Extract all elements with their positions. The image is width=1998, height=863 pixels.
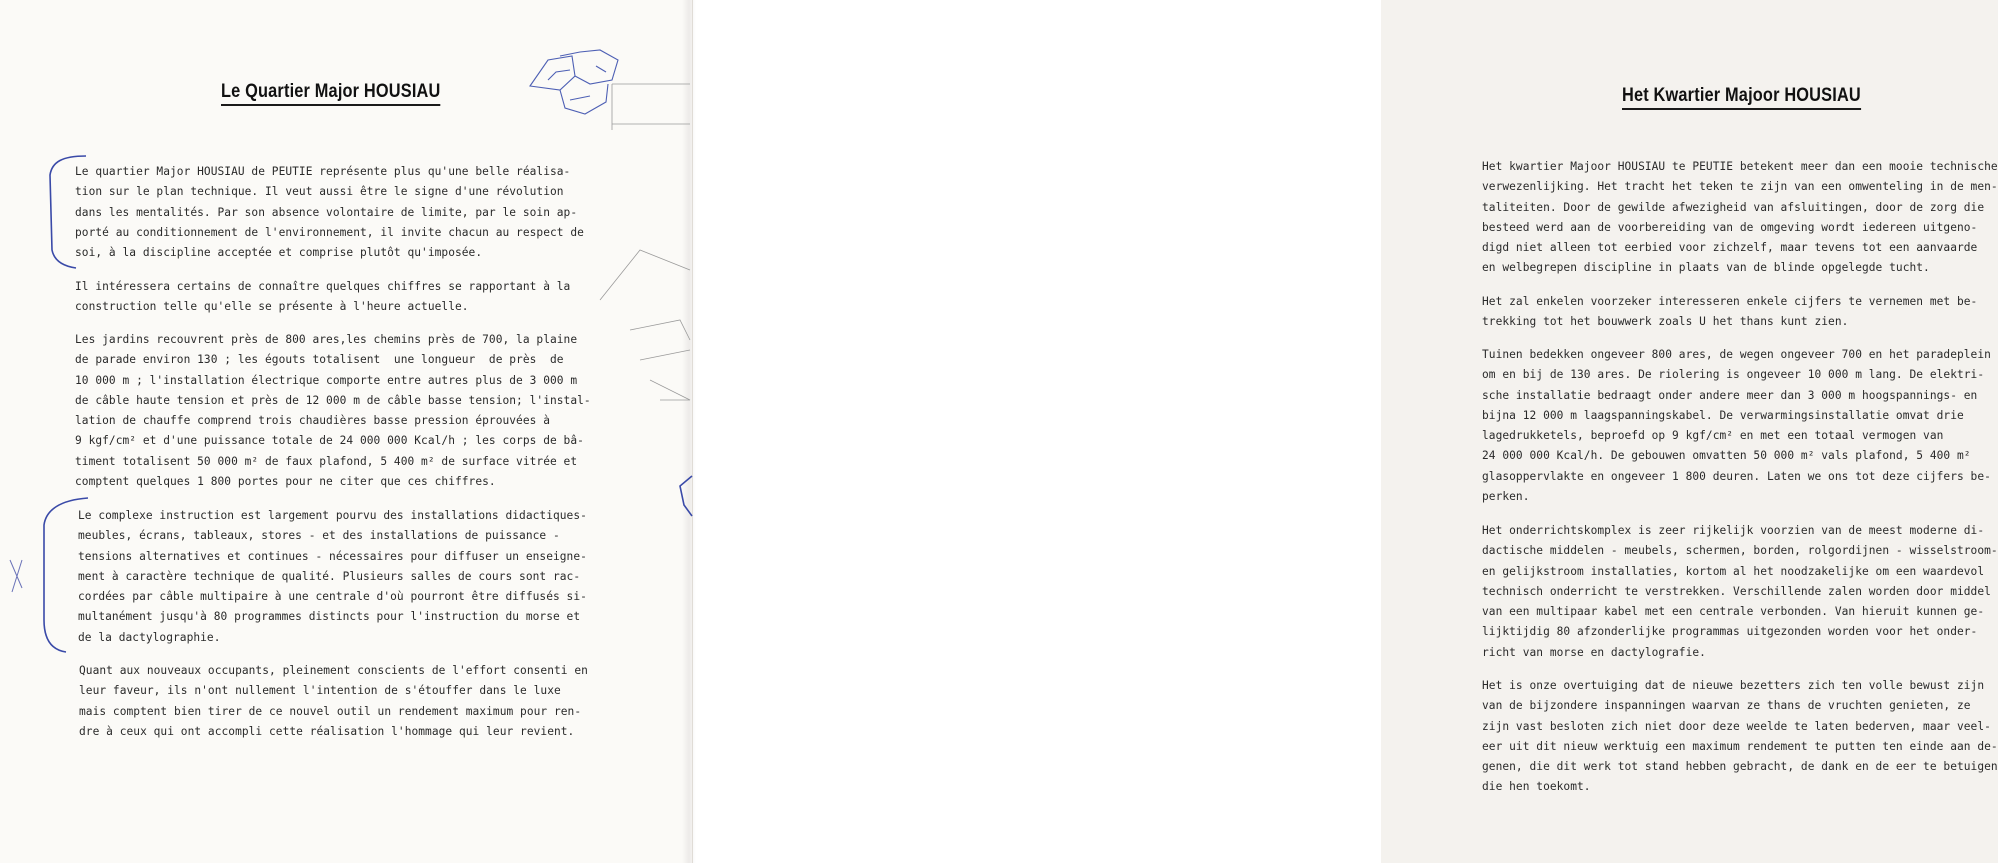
paragraph: Les jardins recouvrent près de 800 ares,les chemins près de 700, la plaine de parade environ 130 ; les égouts totalisent une longueur de près de 10 000 m ; l'installation électrique comporte entre autres plus de 3 000 m de câble haute tension et près de 12 000 m de câble basse tension; l'instal- lation de chauffe comprend trois chaudières basse pression éprouvées à 9 kgf/cm² et d'une puissance totale de 24 000 000 Kcal/h ; les corps de bâ- timent totalisent 50 000 m² de faux plafond, 5 400 m² de surface vitrée et comptent quelques 1 800 portes pour ne citer que ces chiffres. bbox=[75, 333, 591, 489]
paragraph: Het onderrichtskomplex is zeer rijkelijk voorzien van de meest moderne di- dactische middelen - meubels, schermen, borden, rolgordijnen - wisselstroom- en gelijkstroom installaties, kortom al het noodzakelijke om een waardevol technisch onderricht te verstrekken. Verschillende zalen worden door middel van een multipaar kabel met een centrale verbonden. Van hieruit kunnen ge- lijktijdig 80 afzonderlijke programmas uitgezonden worden voor het onder- richt van morse en dactylografie. bbox=[1482, 524, 1998, 659]
page-title-french: Le Quartier Major HOUSIAU bbox=[221, 81, 440, 106]
paragraph: Tuinen bedekken ongeveer 800 ares, de wegen ongeveer 700 en het paradeplein om en bij de 130 ares. De riolering is ongeveer 10 000 m lang. De elektri- sche installatie bedraagt onder andere meer dan 3 000 m hoogspannings- en bijna 12 000 m laagspanningskabel. De verwarmingsinstallatie omvat drie lagedrukketels, beproefd op 9 kgf/cm² en met een totaal vermogen van 24 000 000 Kcal/h. De gebouwen omvatten 50 000 m² vals plafond, 5 400 m² glasoppervlakte en ongeveer 1 800 deuren. Laten we ons tot deze cijfers be- perken. bbox=[1482, 348, 1991, 504]
left-page-french bbox=[0, 0, 692, 863]
page-title-dutch: Het Kwartier Majoor HOUSIAU bbox=[1622, 85, 1861, 110]
paragraph: Quant aux nouveaux occupants, pleinement conscients de l'effort consenti en leur faveur, ils n'ont nullement l'intention de s'étouffer dans le luxe mais comptent bien tirer de ce nouvel outil un rendement maximum pour ren- dre à ceux qui ont accompli cette réalisation l'hommage qui leur revient. bbox=[79, 664, 588, 738]
paragraph: Il intéressera certains de connaître quelques chiffres se rapportant à la construction telle qu'elle se présente à l'heure actuelle. bbox=[75, 280, 571, 314]
paragraph: Het zal enkelen voorzeker interesseren enkele cijfers te vernemen met be- trekking tot het bouwwerk zoals U het thans kunt zien. bbox=[1482, 295, 1978, 329]
paragraph: Het kwartier Majoor HOUSIAU te PEUTIE betekent meer dan een mooie technische verwezenlijking. Het tracht het teken te zijn van een omwenteling in de men- taliteiten. Door de gewilde afwezigheid van afsluitingen, door de zorg die besteed werd aan de voorbereiding van de omgeving wordt iedereen uitgeno- digd niet alleen tot eerbied voor zichzelf, maar tevens tot een aanvaarde en welbegrepen discipline in plaats van de blinde opgelegde tucht. bbox=[1482, 160, 1998, 275]
paragraph: Le quartier Major HOUSIAU de PEUTIE représente plus qu'une belle réalisa- tion sur le plan technique. Il veut aussi être le signe d'une révolution dans les mentalités. Par son absence volontaire de limite, par le soin ap- porté au conditionnement de l'environnement, il invite chacun au respect de soi, à la discipline acceptée et comprise plutôt qu'imposée. bbox=[75, 165, 584, 260]
right-page-dutch bbox=[692, 0, 1998, 863]
paragraph: Le complexe instruction est largement pourvu des installations didactiques- meubles, écrans, tableaux, stores - et des installations de puissance - tensions alternatives et continues - nécessaires pour diffuser un enseigne- ment à caractère technique de qualité. Plusieurs salles de cours sont rac- cordées par câble multipaire à une centrale d'où pourront être diffusés si- multanément jusqu'à 80 programmes distincts pour l'instruction du morse et de la dactylographie. bbox=[78, 509, 587, 644]
paragraph: Het is onze overtuiging dat de nieuwe bezetters zich ten volle bewust zijn van de bijzondere inspanningen waarvan ze thans de vruchten genieten, ze zijn vast besloten zich niet door deze weelde te laten bederven, maar veel- eer uit dit nieuw werktuig een maximum rendement te putten ten einde aan de- genen, die dit werk tot stand hebben gebracht, de dank en de eer te betuigen die hen toekomt. bbox=[1482, 679, 1998, 794]
page-gutter bbox=[682, 0, 696, 863]
